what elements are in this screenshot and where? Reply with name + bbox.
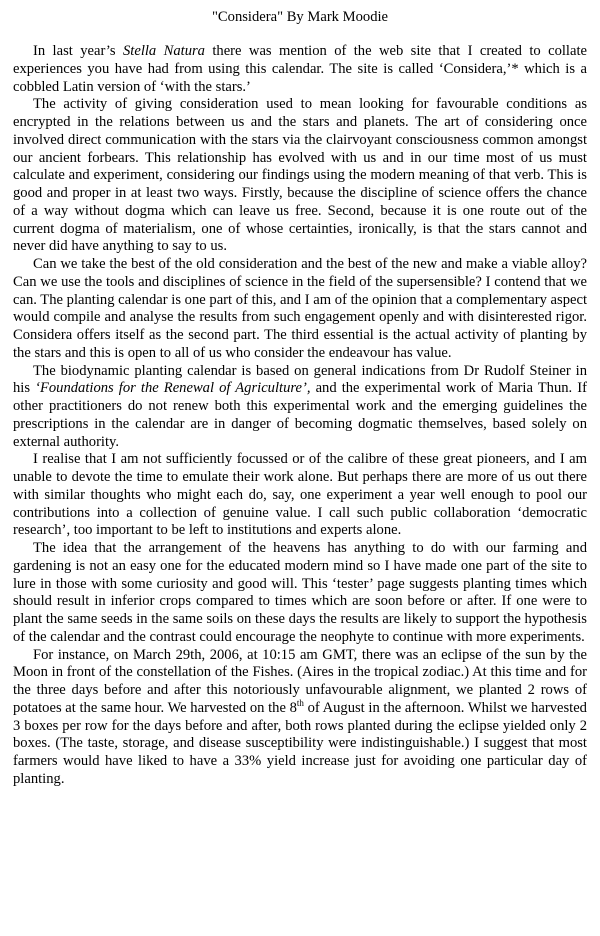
- paragraph: [13, 96, 587, 256]
- paragraph: [13, 647, 587, 789]
- text-run: of August in the afternoon. Whilst we harvested 3 boxes per row for the days before and after, both rows planted during the eclipse yielded only 2 boxes. (The taste, storage, and disease susceptibility were indistinguishable.) I suggest that most farmers would have liked to have a 33% yield increase just for avoiding one particular day of planting.: [13, 699, 587, 787]
- paragraph: [13, 256, 587, 363]
- text-run: The biodynamic planting calendar is based on general indications from Dr Rudolf Steiner in his: [13, 362, 587, 397]
- article-page: [13, 8, 587, 789]
- paragraph: [13, 43, 587, 96]
- text-run: I realise that I am not sufficiently focussed or of the calibre of these great pioneers, and I am unable to devote the time to emulate their work alone. But perhaps there are more of us out there with similar thoughts who might each do, say, one experiment a year well enough to pool our contributions into a collection of genuine value. I call such public collaboration ‘democratic research’, too important to be left to institutions and experts alone.: [13, 451, 587, 539]
- text-run: there was mention of the web site that I created to collate experiences you have had from using this calendar. The site is called ‘Considera,’* which is a cobbled Latin version of ‘with the stars.’: [13, 43, 587, 95]
- italic-text: Stella Natura: [122, 43, 205, 59]
- text-run: The activity of giving consideration used to mean looking for favourable conditions as encrypted in the relations between us and the stars and planets. The art of considering once involved direct communication with the stars via the clairvoyant consciousness common amongst our ancient forbears. This relationship has evolved with us and in our time most of us must calculate and experiment, considering our findings using the modern meaning of that verb. This is good and proper in at least two ways. Firstly, because the discipline of science offers the chance of a way without dogma which can leave us free. Second, because it is one route out of the current dogma of materialism, one of whose certainties, ironically, is that the stars cannot and never did have anything to say to us.: [13, 96, 587, 255]
- text-run: For instance, on March 29th, 2006, at 10:15 am GMT, there was an eclipse of the sun by the Moon in front of the constellation of the Fishes. (Aires in the tropical zodiac.) At this time and for the three days before and after this notoriously unfavourable alignment, we planted 2 rows of potatoes at the same hour. We harvested on the 8: [13, 646, 587, 716]
- text-run: and the experimental work of Maria Thun. If other practitioners do not renew both this experimental work and the emerging guidelines the prescriptions in the calendar are in danger of becoming dogmatic themselves, based solely on external authority.: [13, 380, 587, 450]
- text-run: Can we take the best of the old consideration and the best of the new and make a viable alloy? Can we use the tools and disciplines of science in the field of the supersensible? I contend that we can. The planting calendar is one part of this, and I am of the opinion that a complementary aspect would compile and analyse the results from such engagement openly and with disinterested rigor. Considera offers itself as the second part. The third essential is the actual activity of planting by the stars and this is open to all of us who consider the endeavour has value.: [13, 256, 587, 361]
- italic-text: ‘Foundations for the Renewal of Agriculture’,: [35, 380, 311, 397]
- paragraph: [13, 363, 587, 452]
- text-run: The idea that the arrangement of the heavens has anything to do with our farming and gardening is not an easy one for the educated modern mind so I have made one part of the site to lure in those with some curiosity and good will. This ‘tester’ page suggests planting times which should result in inferior crops compared to times which are soon before or after. If one were to plant the same seeds in the same soils on these days the results are likely to support the hypothesis of the calendar and the contrast could encourage the neophyte to continue with more experiments.: [13, 540, 587, 645]
- text-run: In last year’s: [33, 43, 123, 59]
- paragraph: [13, 451, 587, 540]
- superscript-text: th: [296, 697, 304, 708]
- article-body: [13, 43, 587, 789]
- paragraph: [13, 540, 587, 647]
- article-title: "Considera" By Mark Moodie: [211, 9, 389, 25]
